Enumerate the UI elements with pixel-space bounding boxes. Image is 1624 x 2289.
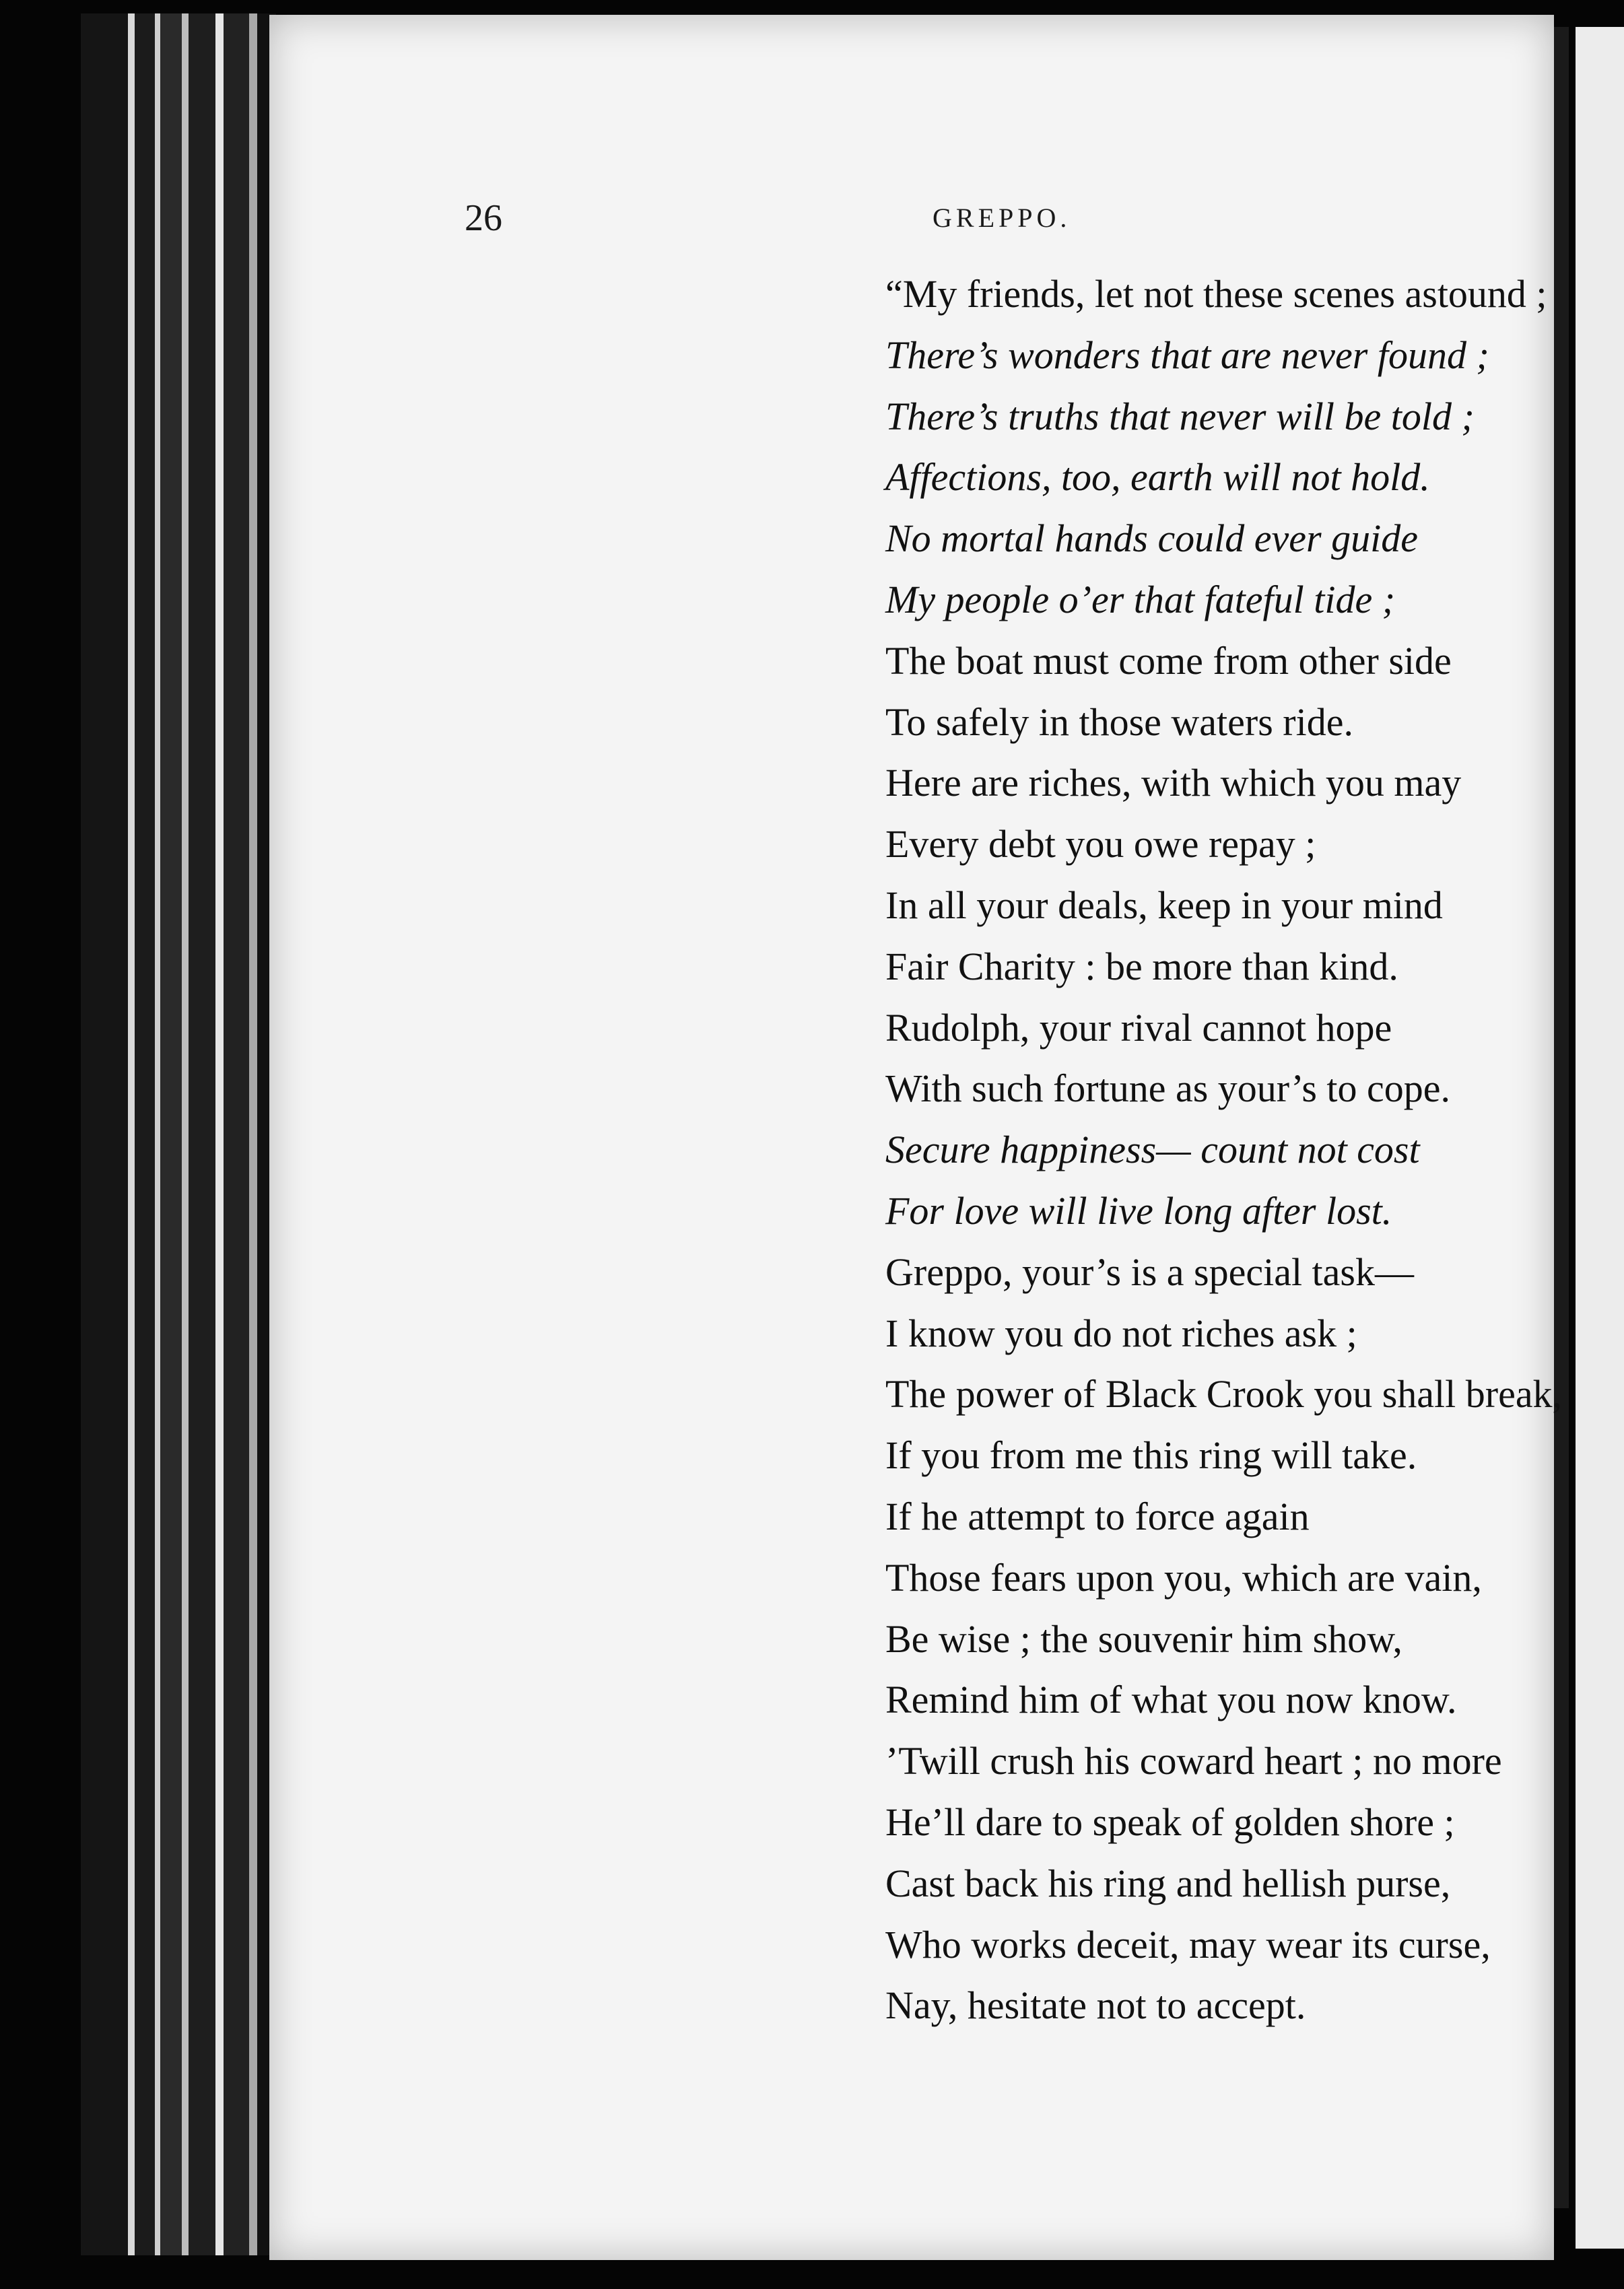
poem-line: “My friends, let not these scenes astound ; bbox=[885, 272, 1547, 316]
poem-line: My people o’er that fateful tide ; bbox=[885, 577, 1396, 621]
running-head: GREPPO. bbox=[933, 203, 1071, 233]
poem-line: Every debt you owe repay ; bbox=[885, 822, 1316, 866]
poem-line: Rudolph, your rival cannot hope bbox=[885, 1005, 1392, 1050]
poem-line: Those fears upon you, which are vain, bbox=[885, 1555, 1482, 1600]
book-page bbox=[269, 15, 1563, 2260]
poem-line: Fair Charity : be more than kind. bbox=[885, 944, 1398, 988]
poem-line: In all your deals, keep in your mind bbox=[885, 883, 1443, 927]
poem-line: I know you do not riches ask ; bbox=[885, 1311, 1357, 1355]
poem-line: Greppo, your’s is a special task— bbox=[885, 1250, 1414, 1294]
poem-text bbox=[885, 264, 1624, 2037]
poem-line: There’s wonders that are never found ; bbox=[885, 333, 1489, 377]
poem-line: For love will live long after lost. bbox=[885, 1188, 1392, 1233]
poem-line: Be wise ; the souvenir him show, bbox=[885, 1616, 1402, 1661]
poem-line: He’ll dare to speak of golden shore ; bbox=[885, 1800, 1455, 1844]
poem-line: The boat must come from other side bbox=[885, 638, 1452, 683]
poem-line: Nay, hesitate not to accept. bbox=[885, 1983, 1306, 2028]
poem-line: Affections, too, earth will not hold. bbox=[885, 455, 1430, 500]
poem-line: Remind him of what you now know. bbox=[885, 1678, 1457, 1722]
page-header bbox=[269, 197, 1554, 237]
poem-line: ’Twill crush his coward heart ; no more bbox=[885, 1739, 1502, 1783]
poem-line: No mortal hands could ever guide bbox=[885, 516, 1418, 561]
poem-line: Here are riches, with which you may bbox=[885, 761, 1462, 805]
poem-line: The power of Black Crook you shall break, bbox=[885, 1372, 1563, 1416]
poem-line: With such fortune as your’s to cope. bbox=[885, 1066, 1451, 1111]
poem-line: Who works deceit, may wear its curse, bbox=[885, 1922, 1491, 1967]
poem-line: If you from me this ring will take. bbox=[885, 1433, 1417, 1478]
poem-line: Secure happiness— count not cost bbox=[885, 1128, 1420, 1172]
poem-line: If he attempt to force again bbox=[885, 1494, 1310, 1538]
page-edges bbox=[81, 13, 276, 2255]
poem-line: There’s truths that never will be told ; bbox=[885, 394, 1475, 438]
page-number: 26 bbox=[465, 197, 502, 239]
poem-line: Cast back his ring and hellish purse, bbox=[885, 1861, 1451, 1905]
poem-line: To safely in those waters ride. bbox=[885, 699, 1353, 744]
